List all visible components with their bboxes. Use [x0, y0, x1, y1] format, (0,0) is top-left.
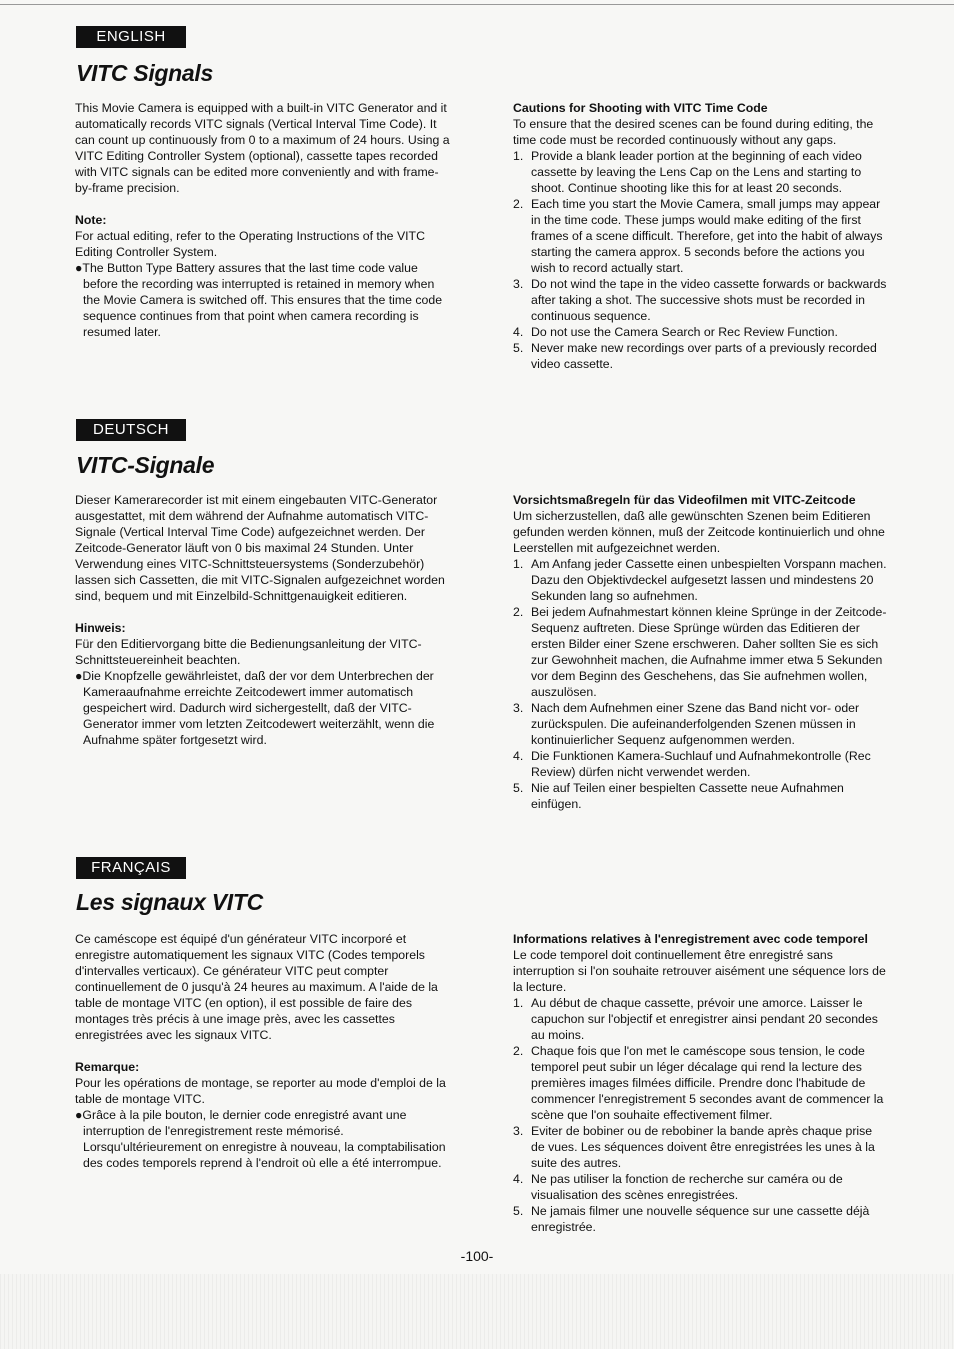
intro-paragraph: This Movie Camera is equipped with a built-in VITC Generator and it automatically records VITC signals (Vertical Interval Time Code). It can count up continuously from 0 to a maximum of 24 hours. Using a VITC Editing Controller System (optional), cassette tapes recorded with VITC signals can be edited more conveniently and with frame-by-frame precision. — [75, 101, 450, 195]
list-item-text: Provide a blank leader portion at the beginning of each video cassette by leaving the Lens Cap on the Lens and starting to shoot. Continue shooting like this for at least 20 seconds. — [531, 149, 862, 195]
list-item-number: 4. — [513, 749, 524, 763]
list-item-number: 4. — [513, 1172, 524, 1186]
section-title: VITC-Signale — [76, 452, 215, 478]
intro-paragraph: Ce caméscope est équipé d'un générateur VITC incorporé et enregistre automatiquement les signaux VITC (Codes temporels d'intervalles verticaux). Ce générateur VITC peut compter continuellement de 0 jusqu'à 24 heures au maximum. A l'aide de la table de montage VITC (en option), il est possible de faire des montages très précis à une image près, avec les cassettes enregistrées avec les signaux VITC. — [75, 932, 438, 1042]
list-item-text: Eviter de bobiner ou de rebobiner la bande après chaque prise de vues. Les séquences doivent être enregistrées les unes à la suite des autres. — [531, 1124, 875, 1170]
cautions-intro: Le code temporel doit continuellement être enregistré sans interruption si l'on souhaite retrouver aisément une séquence lors de la lecture. — [513, 948, 886, 994]
list-item-text: Do not use the Camera Search or Rec Review Function. — [531, 325, 838, 339]
cautions-intro: Um sicherzustellen, daß alle gewünschten Szenen beim Editieren gefunden werden können, muß der Zeitcode kontinuierlich und ohne Leerstellen mit aufgezeichnet werden. — [513, 509, 885, 555]
top-border-line — [0, 4, 954, 5]
list-item-text: Nie auf Teilen einer bespielten Cassette neue Aufnahmen einfügen. — [531, 781, 844, 811]
list-item — [513, 995, 888, 1043]
page-number: -100- — [460, 1248, 494, 1264]
language-badge: FRANÇAIS — [76, 857, 186, 879]
list-item-number: 5. — [513, 1204, 524, 1218]
list-item-number: 5. — [513, 781, 524, 795]
note-bullet: ●The Button Type Battery assures that the last time code value before the recording was interrupted is retained in memory when the Movie Camera is switched off. This ensures that the time code sequence continues from that point when camera recording is resumed later. — [75, 261, 443, 339]
note-bullet: ●Grâce à la pile bouton, le dernier code enregistré avant une interruption de l'enregistrement reste mémorisé. Lorsqu'ultérieurement on enregistre à nouveau, la comptabilisation des codes temporels reprend à l'endroit où elle a été interrompue. — [75, 1108, 446, 1170]
cautions-column — [513, 100, 888, 372]
list-item — [513, 148, 888, 196]
cautions-column — [513, 931, 888, 1235]
list-item — [513, 1123, 888, 1171]
cautions-title: Cautions for Shooting with VITC Time Code — [513, 101, 768, 115]
note-label: Hinweis: — [75, 621, 126, 635]
note-label: Remarque: — [75, 1060, 140, 1074]
list-item — [513, 780, 888, 812]
section-title: VITC Signals — [76, 60, 213, 86]
cautions-list — [513, 148, 888, 372]
note-bullet: ●Die Knopfzelle gewährleistet, daß der vor dem Unterbrechen der Kameraaufnahme erreichte Zeitcodewert immer automatisch gespeichert wird. Dadurch wird sichergestellt, daß der VITC-Generator immer vom letzten Zeitcodewert weiterzählt, wenn die Aufnahme später fortgesetzt wird. — [75, 669, 435, 747]
list-item-text: Nach dem Aufnehmen einer Szene das Band nicht vor- oder zurückspulen. Die aufeinanderfolgenden Szenen müssen in kontinuierlicher Sequenz aufgenommen werden. — [531, 701, 860, 747]
list-item-text: Ne pas utiliser la fonction de recherche sur caméra ou de visualisation des scènes enregistrées. — [531, 1172, 843, 1202]
language-badge: DEUTSCH — [76, 419, 186, 441]
intro-column — [75, 100, 450, 340]
list-item-number: 5. — [513, 341, 524, 355]
intro-column — [75, 931, 450, 1171]
list-item-text: Am Anfang jeder Cassette einen unbespielten Vorspann machen. Dazu den Objektivdeckel aufgesetzt lassen und mindestens 20 Sekunden lang so aufnehmen. — [531, 557, 887, 603]
list-item-number: 3. — [513, 277, 524, 291]
note-label: Note: — [75, 213, 107, 227]
list-item-text: Do not wind the tape in the video cassette forwards or backwards after taking a shot. The successive shots must be recorded in continuous sequence. — [531, 277, 887, 323]
list-item-number: 4. — [513, 325, 524, 339]
cautions-intro: To ensure that the desired scenes can be found during editing, the time code must be recorded continuously without any gaps. — [513, 117, 874, 147]
list-item — [513, 556, 888, 604]
list-item-text: Bei jedem Aufnahmestart können kleine Sprünge in der Zeitcode-Sequenz auftreten. Diese Sprünge würden das Editieren der ersten Bilder einer Szene erschweren. Daher sollten Sie es sich zur Gewohnheit machen, die Aufnahme immer etwa 5 Sekunden vor dem Beginn des Geschehens, das Sie aufnehmen wollen, auszulösen. — [531, 605, 887, 699]
list-item-number: 3. — [513, 1124, 524, 1138]
cautions-list — [513, 995, 888, 1235]
list-item-text: Die Funktionen Kamera-Suchlauf und Aufnahmekontrolle (Rec Review) dürfen nicht verwendet werden. — [531, 749, 871, 779]
cautions-title: Vorsichtsmaßregeln für das Videofilmen mit VITC-Zeitcode — [513, 493, 856, 507]
list-item-number: 2. — [513, 197, 524, 211]
list-item — [513, 604, 888, 700]
cautions-title: Informations relatives à l'enregistrement avec code temporel — [513, 932, 868, 946]
list-item-text: Au début de chaque cassette, prévoir une amorce. Laisser le capuchon sur l'objectif et enregistrer ainsi pendant 20 secondes au moins. — [531, 996, 878, 1042]
list-item-number: 1. — [513, 996, 524, 1010]
list-item — [513, 340, 888, 372]
cautions-list — [513, 556, 888, 812]
scan-noise-strip — [0, 1274, 954, 1349]
list-item-number: 1. — [513, 149, 524, 163]
note-text: Für den Editiervorgang bitte die Bedienungsanleitung der VITC-Schnittsteuereinheit beachten. — [75, 637, 422, 667]
list-item — [513, 324, 888, 340]
list-item-text: Each time you start the Movie Camera, small jumps may appear in the time code. These jumps would make editing of the first frames of a scene difficult. Therefore, get into the habit of always starting the camera approx. 5 seconds before the actions you wish to record actually start. — [531, 197, 883, 275]
list-item-number: 2. — [513, 605, 524, 619]
list-item — [513, 700, 888, 748]
section-title: Les signaux VITC — [76, 889, 263, 915]
list-item — [513, 276, 888, 324]
list-item-number: 1. — [513, 557, 524, 571]
list-item-number: 2. — [513, 1044, 524, 1058]
intro-column — [75, 492, 450, 748]
intro-paragraph: Dieser Kamerarecorder ist mit einem eingebauten VITC-Generator ausgestattet, mit dem während der Aufnahme automatisch VITC-Signale (Vertical Interval Time Code) aufgezeichnet werden. Der Zeitcode-Generator läuft von 0 bis maximal 24 Stunden. Unter Verwendung eines VITC-Schnittsteuersystems (Sonderzubehör) lassen sich Cassetten, die mit VITC-Signalen aufgezeichnet worden sind, bequem und mit Einzelbild-Schnittgenauigkeit editieren. — [75, 493, 445, 603]
list-item — [513, 1203, 888, 1235]
list-item-text: Ne jamais filmer une nouvelle séquence sur une cassette déjà enregistrée. — [531, 1204, 870, 1234]
list-item-text: Never make new recordings over parts of a previously recorded video cassette. — [531, 341, 877, 371]
note-text: For actual editing, refer to the Operating Instructions of the VITC Editing Controller System. — [75, 229, 425, 259]
list-item — [513, 196, 888, 276]
list-item — [513, 1171, 888, 1203]
list-item — [513, 748, 888, 780]
list-item-number: 3. — [513, 701, 524, 715]
note-text: Pour les opérations de montage, se reporter au mode d'emploi de la table de montage VITC. — [75, 1076, 446, 1106]
list-item-text: Chaque fois que l'on met le caméscope sous tension, le code temporel peut subir un léger décalage qui rend la lecture des premières images filmées difficile. Prendre donc l'habitude de commencer l'enregistrement 5 secondes avant de commencer la scène que l'on souhaite effectivement filmer. — [531, 1044, 884, 1122]
list-item — [513, 1043, 888, 1123]
language-badge: ENGLISH — [76, 26, 186, 48]
cautions-column — [513, 492, 888, 812]
